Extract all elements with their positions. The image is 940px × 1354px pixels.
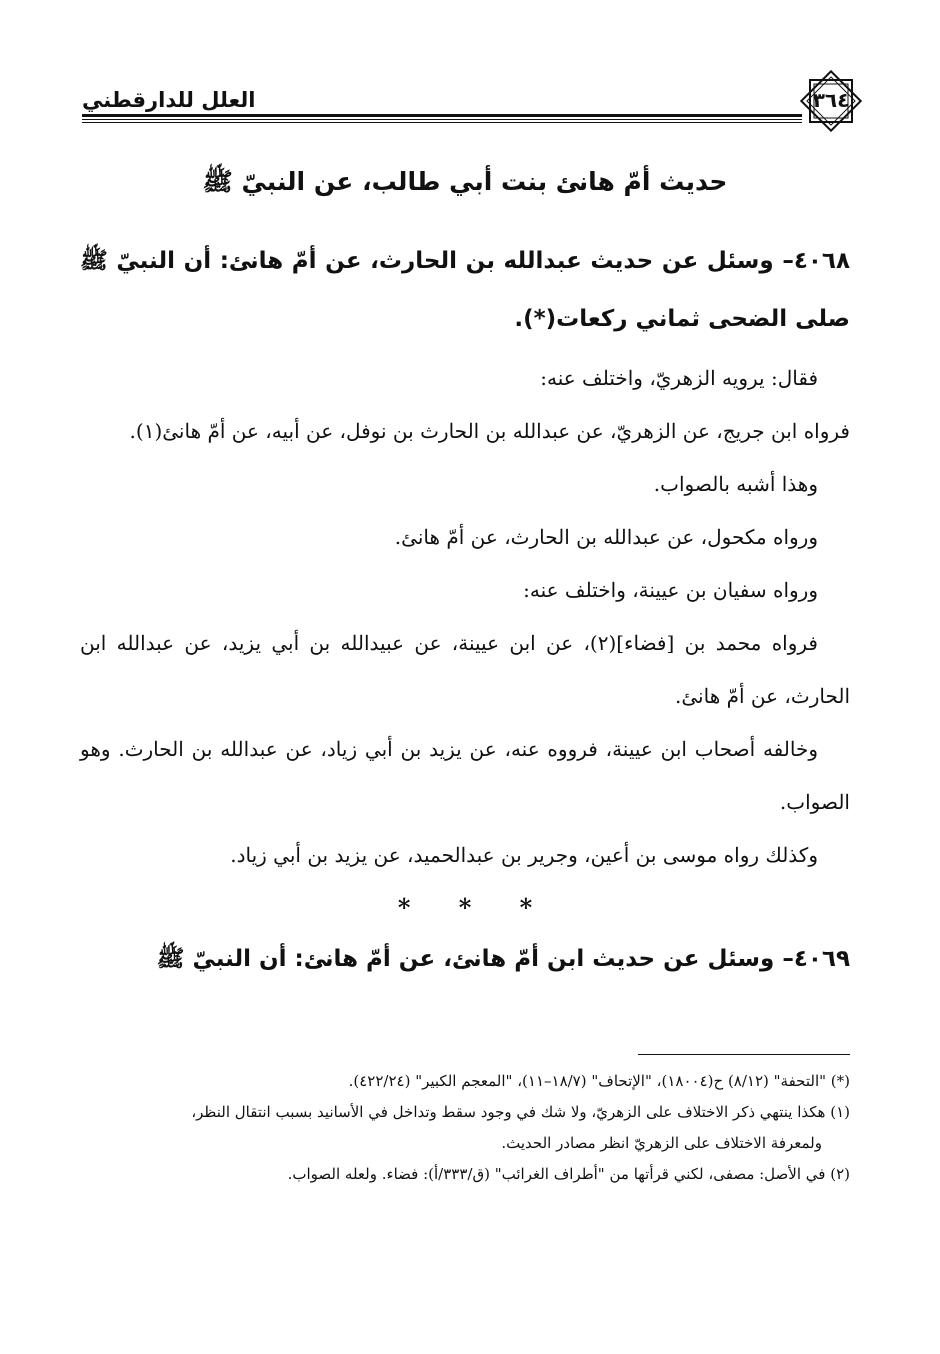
footnote: (*) "التحفة" (٨/١٢) ح(١٨٠٠٤)، "الإتحاف" (١٨/٧–١١)، "المعجم الكبير" (٤٢٢/٢٤). bbox=[348, 1072, 850, 1090]
question-entry: ٤٠٦٨– وسئل عن حديث عبدالله بن الحارث، عن أمّ هانئ: أن النبيّ ﷺ صلى الضحى ثماني ركعات(*). bbox=[80, 248, 850, 332]
footnote: (١) هكذا ينتهي ذكر الاختلاف على الزهريّ، ولا شك في وجود سقط وتداخل في الأسانيد بسبب انتقال النظر، bbox=[191, 1103, 850, 1121]
footnote-rule bbox=[638, 1054, 850, 1055]
section-separator: * * * bbox=[397, 893, 533, 922]
paragraph: فرواه محمد بن [فضاء](٢)، عن ابن عيينة، عن عبيدالله بن أبي يزيد، عن عبدالله ابن الحارث، عن أمّ هانئ. bbox=[80, 631, 850, 708]
question-entry: ٤٠٦٩– وسئل عن حديث ابن أمّ هانئ، عن أمّ هانئ: أن النبيّ ﷺ bbox=[156, 946, 850, 972]
paragraph: وكذلك رواه موسى بن أعين، وجرير بن عبدالحميد، عن يزيد بن أبي زياد. bbox=[230, 843, 818, 867]
page-header bbox=[82, 66, 866, 136]
paragraph: فرواه ابن جريج، عن الزهريّ، عن عبدالله بن الحارث بن نوفل، عن أبيه، عن أمّ هانئ(١). bbox=[129, 419, 850, 443]
header-rule bbox=[82, 114, 802, 124]
footnotes bbox=[80, 1066, 850, 1190]
paragraph: وخالفه أصحاب ابن عيينة، فرووه عنه، عن يزيد بن أبي زياد، عن عبدالله بن الحارث. وهو الصواب. bbox=[80, 737, 850, 814]
footnote-continuation: ولمعرفة الاختلاف على الزهريّ انظر مصادر الحديث. bbox=[501, 1134, 822, 1152]
running-title: العلل للدارقطني bbox=[82, 88, 256, 112]
chapter-title: حديث أمّ هانئ بنت أبي طالب، عن النبيّ ﷺ bbox=[202, 167, 728, 196]
page-number: ٣٦٤ bbox=[812, 88, 850, 112]
page-number-badge bbox=[796, 66, 866, 136]
paragraph: فقال: يرويه الزهريّ، واختلف عنه: bbox=[540, 366, 818, 390]
paragraph: وهذا أشبه بالصواب. bbox=[653, 472, 818, 496]
paragraph: ورواه مكحول، عن عبدالله بن الحارث، عن أمّ هانئ. bbox=[394, 525, 818, 549]
paragraph: ورواه سفيان بن عيينة، واختلف عنه: bbox=[523, 578, 818, 602]
main-text bbox=[80, 156, 850, 992]
footnote: (٢) في الأصل: مصفى، لكني قرأتها من "أطراف الغرائب" (ق/٣٣٣/أ): فضاء. ولعله الصواب. bbox=[287, 1165, 850, 1183]
